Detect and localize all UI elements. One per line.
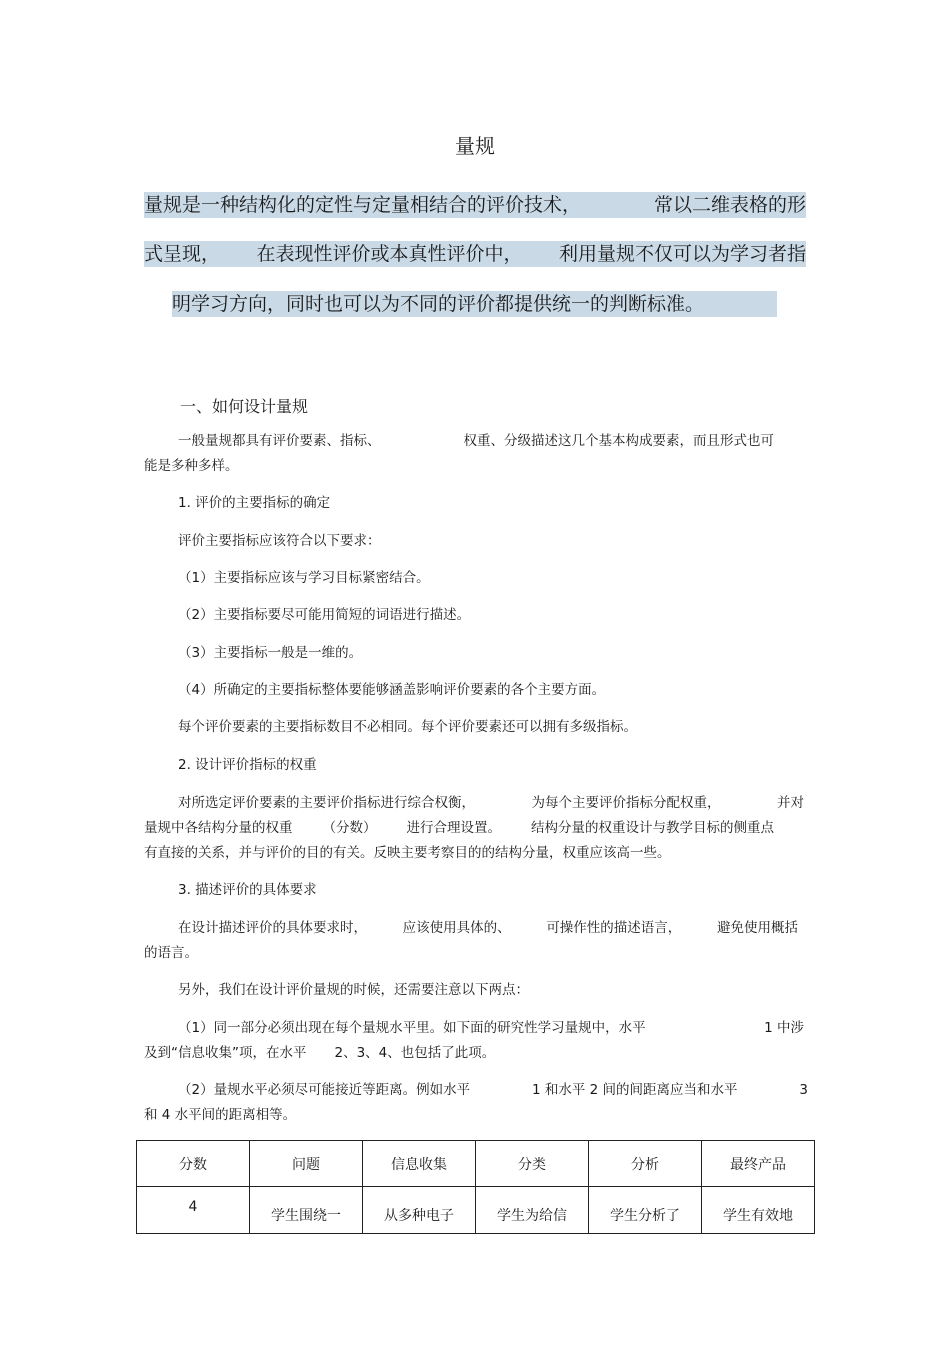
table-cell: 学生有效地 (702, 1187, 815, 1234)
table-header-cell: 问题 (250, 1141, 363, 1187)
extra-point-1-1a: （1）同一部分必须出现在每个量规水平里。如下面的研究性学习量规中，水平 (178, 1020, 646, 1036)
extra-point-2-1a: （2）量规水平必须尽可能接近等距离。例如水平 (178, 1082, 471, 1098)
para-desc-1a: 在设计描述评价的具体要求时， (178, 920, 367, 936)
extra-point-2-line-1 (178, 1081, 808, 1099)
extra-point-1-2b: 2、3、4、也包括了此项。 (334, 1045, 496, 1061)
para-weight-line-3: 有直接的关系，并与评价的目的有关。反映主要考察目的的结构分量，权重应该高一些。 (144, 845, 671, 861)
intro-line-1 (144, 192, 806, 218)
extra-points-intro: 另外，我们在设计评价量规的时候，还需要注意以下两点： (178, 982, 529, 998)
subheading-3: 3. 描述评价的具体要求 (178, 882, 317, 898)
table-header-cell: 分类 (476, 1141, 589, 1187)
extra-point-2-line-2: 和 4 水平间的距离相等。 (144, 1107, 297, 1123)
intro-line-1-b: 常以二维表格的形 (653, 194, 806, 216)
para-weight-2a: 量规中各结构分量的权重 (144, 820, 293, 836)
para-weight-line-2 (144, 819, 774, 837)
para-weight-1b: 为每个主要评价指标分配权重， (531, 795, 721, 811)
table-header-cell: 分数 (137, 1141, 250, 1187)
para-components-line-2: 能是多种多样。 (144, 458, 239, 474)
subheading-2: 2. 设计评价指标的权重 (178, 757, 317, 773)
table-row (137, 1187, 815, 1234)
para-weight-2d: 结构分量的权重设计与教学目标的侧重点 (531, 820, 774, 836)
requirement-1: （1）主要指标应该与学习目标紧密结合。 (178, 570, 430, 586)
requirement-3: （3）主要指标一般是一维的。 (178, 645, 363, 661)
para-weight-line-1 (178, 794, 804, 812)
section-heading: 一、如何设计量规 (180, 397, 309, 416)
table-header-cell: 最终产品 (702, 1141, 815, 1187)
requirement-4: （4）所确定的主要指标整体要能够涵盖影响评价要素的各个主要方面。 (178, 682, 606, 698)
intro-line-1-a: 量规是一种结构化的定性与定量相结合的评价技术， (144, 194, 582, 216)
rubric-table (136, 1140, 815, 1234)
table-cell: 学生围绕一 (250, 1187, 363, 1234)
para-weight-1c: 并对 (777, 795, 804, 811)
table-cell: 学生为给信 (476, 1187, 589, 1234)
requirements-intro: 评价主要指标应该符合以下要求： (178, 533, 381, 549)
intro-line-2-a: 式呈现， (144, 243, 221, 265)
para-desc-1d: 避免使用概括 (716, 920, 798, 936)
intro-line-2 (144, 241, 806, 267)
table-header-cell: 信息收集 (363, 1141, 476, 1187)
intro-line-2-c: 利用量规不仅可以为学习者指 (558, 243, 806, 265)
page-title: 量规 (455, 134, 495, 158)
intro-line-3-text: 明学习方向，同时也可以为不同的评价都提供统一的判断标准。 (172, 293, 705, 315)
para-weight-1a: 对所选定评价要素的主要评价指标进行综合权衡， (178, 795, 475, 811)
extra-point-1-line-2 (144, 1044, 495, 1062)
para-components-1b: 权重、分级描述这几个基本构成要素，而且形式也可 (463, 433, 774, 449)
table-header-cell: 分析 (589, 1141, 702, 1187)
table-cell: 学生分析了 (589, 1187, 702, 1234)
extra-point-1-line-1 (178, 1019, 804, 1037)
para-desc-line-2: 的语言。 (144, 945, 198, 961)
extra-point-2-1b: 1 和水平 2 间的间距离应当和水平 (531, 1082, 738, 1098)
extra-point-1-2a: 及到“信息收集”项，在水平 (144, 1045, 307, 1061)
para-weight-2b: （分数） (322, 820, 377, 836)
para-desc-1b: 应该使用具体的、 (402, 920, 511, 936)
table-cell: 从多种电子 (363, 1187, 476, 1234)
para-desc-1c: 可操作性的描述语言， (546, 920, 682, 936)
table-cell-score: 4 (137, 1187, 250, 1234)
para-weight-2c: 进行合理设置。 (406, 820, 501, 836)
table-header-row (137, 1141, 815, 1187)
para-components-1a: 一般量规都具有评价要素、指标、 (178, 433, 381, 449)
requirement-2: （2）主要指标要尽可能用简短的词语进行描述。 (178, 607, 471, 623)
indicators-note: 每个评价要素的主要指标数目不必相同。每个评价要素还可以拥有多级指标。 (178, 719, 637, 735)
para-components-line-1 (178, 432, 774, 450)
para-desc-line-1 (178, 919, 798, 937)
subheading-1: 1. 评价的主要指标的确定 (178, 495, 331, 511)
intro-line-2-b: 在表现性评价或本真性评价中， (256, 243, 523, 265)
intro-line-3 (172, 291, 777, 317)
extra-point-2-1c: 3 (799, 1082, 808, 1098)
extra-point-1-1b: 1 中涉 (764, 1020, 804, 1036)
